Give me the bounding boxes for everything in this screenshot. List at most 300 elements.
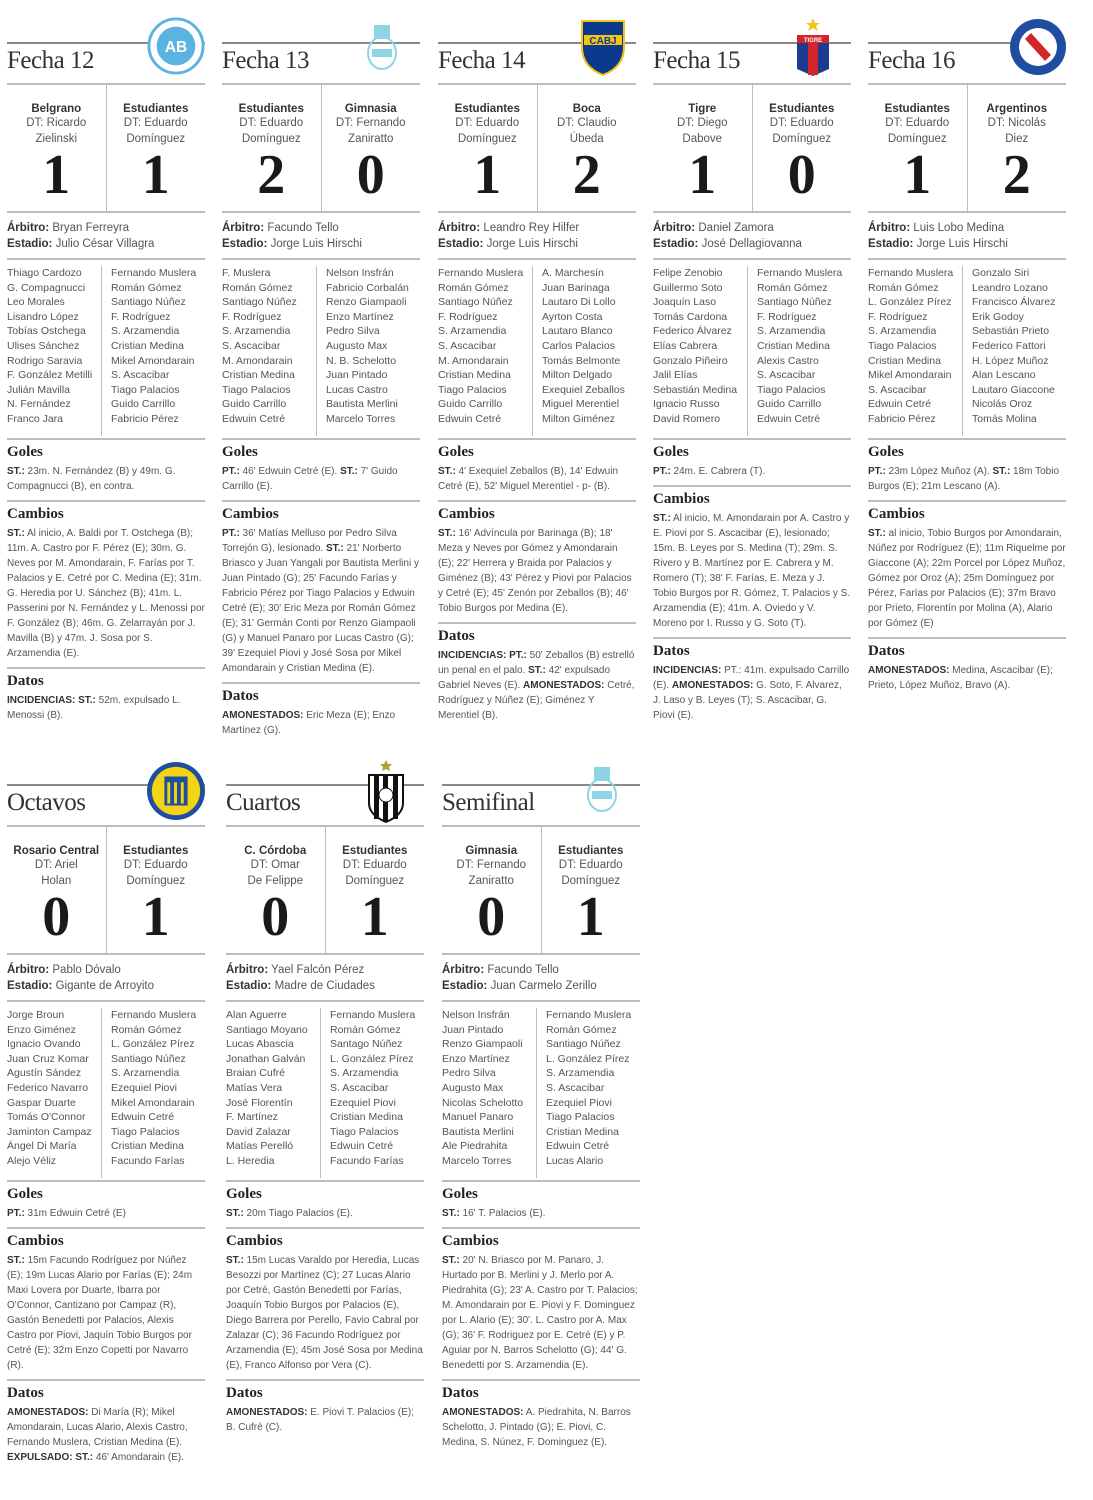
stadium bbox=[7, 978, 205, 994]
subs-section bbox=[442, 1229, 640, 1379]
tigre-crest-icon bbox=[793, 17, 851, 79]
home-team bbox=[7, 85, 106, 211]
team-score: 0 bbox=[787, 144, 816, 206]
player-name: F. Martínez bbox=[226, 1111, 278, 1124]
referee bbox=[222, 220, 420, 236]
referee-label: Árbitro: bbox=[7, 964, 50, 976]
goals-section bbox=[868, 440, 1066, 500]
subs-section bbox=[222, 502, 420, 682]
detail-text: PT.: 41m. expulsado Carrillo (E). bbox=[653, 665, 850, 691]
data-section bbox=[438, 624, 636, 729]
subs-text bbox=[226, 1253, 424, 1373]
subs-heading: Cambios bbox=[438, 506, 495, 522]
subs-text bbox=[222, 526, 420, 676]
period-label: ST.: bbox=[325, 543, 344, 554]
round-title: Fecha 13 bbox=[222, 47, 309, 74]
stadium-label: Estadio: bbox=[7, 980, 53, 992]
referee-name: Bryan Ferreyra bbox=[52, 222, 130, 234]
period-label: EXPULSADO: ST.: bbox=[7, 1452, 94, 1463]
player-name: Edwuin Cetré bbox=[757, 412, 821, 425]
player-name: Román Gómez bbox=[438, 281, 509, 294]
goals-heading: Goles bbox=[653, 444, 689, 460]
detail-text: 23m López Muñoz (A). bbox=[885, 466, 993, 477]
lineups bbox=[868, 260, 1066, 438]
data-text bbox=[438, 648, 636, 723]
player-name: Guido Carrillo bbox=[757, 398, 822, 411]
coach-line-2: Domínguez bbox=[457, 133, 517, 145]
referee-label: Árbitro: bbox=[7, 222, 50, 234]
data-section bbox=[7, 1381, 205, 1471]
coach-line-1: DT: Claudio bbox=[557, 117, 617, 129]
data-heading: Datos bbox=[438, 628, 475, 644]
scoreboard bbox=[226, 827, 424, 953]
stadium-name: Madre de Ciudades bbox=[274, 980, 375, 992]
detail-text: Di María (R); Mikel Amondarain, Lucas Alario, Alexis Castro, Fernando Muslera, Cristian Medina (E). bbox=[7, 1407, 188, 1448]
data-heading: Datos bbox=[868, 643, 905, 659]
coach-line-2: Domínguez bbox=[241, 133, 301, 145]
subs-heading: Cambios bbox=[868, 506, 925, 522]
subs-section bbox=[7, 1229, 205, 1379]
referee-label: Árbitro: bbox=[868, 222, 911, 234]
player-name: Lautaro Giaccone bbox=[972, 383, 1055, 396]
period-label: AMONESTADOS: bbox=[868, 665, 950, 676]
data-text bbox=[222, 708, 420, 738]
coach-line-1: DT: Eduardo bbox=[123, 117, 188, 129]
player-name: Gonzalo Siri bbox=[972, 267, 1030, 279]
player-name: F. Rodríguez bbox=[868, 310, 928, 323]
period-label: INCIDENCIAS: PT.: bbox=[438, 650, 527, 661]
period-label: PT.: bbox=[653, 466, 671, 477]
card-header bbox=[442, 763, 640, 825]
player-name: Milton Delgado bbox=[542, 369, 613, 382]
player-name: Fernando Muslera bbox=[438, 267, 524, 279]
away-team bbox=[541, 827, 641, 953]
player-name: Sebastián Prieto bbox=[972, 325, 1050, 338]
match-info bbox=[868, 213, 1066, 258]
detail-text: al inicio, Tobio Burgos por Amondarain, Núñez por Rodríguez (E); 11m Riquelme por Giaccone (A); 22m Porcel por López Muñoz, Gómez por Oroz (A); 25m Domínguez por Pérez, Farías por Palacios (E); 37m Bravo por Prieto, Florentín por Molina (A), Alario por Gómez (E) bbox=[868, 528, 1066, 629]
player-name: Marcelo Torres bbox=[326, 412, 396, 425]
referee-name: Facundo Tello bbox=[487, 964, 559, 976]
subs-heading: Cambios bbox=[7, 506, 64, 522]
home-team bbox=[438, 85, 537, 211]
player-name: Tiago Palacios bbox=[330, 1125, 399, 1138]
match-card-3 bbox=[438, 21, 636, 729]
player-name: Juan Pintado bbox=[442, 1023, 504, 1036]
team-score: 1 bbox=[688, 144, 717, 206]
player-name: Milton Giménez bbox=[542, 412, 615, 425]
player-name: Fernando Muslera bbox=[330, 1009, 416, 1021]
detail-text: 4' Exequiel Zeballos (B), 14' Edwuin Cetré (E), 52' Miguel Merentiel - p- (B). bbox=[438, 466, 619, 492]
player-name: Cristian Medina bbox=[111, 1140, 184, 1153]
stadium bbox=[222, 236, 420, 252]
player-name: M. Amondarain bbox=[438, 354, 509, 367]
home-lineup bbox=[7, 1008, 101, 1178]
coach-line-2: Domínguez bbox=[126, 133, 186, 145]
lineups bbox=[226, 1002, 424, 1180]
player-name: Román Gómez bbox=[757, 281, 828, 294]
coach-line-1: DT: Omar bbox=[250, 859, 300, 871]
player-name: S. Arzamendia bbox=[111, 325, 180, 338]
player-name: F. González Metilli bbox=[7, 369, 93, 382]
stadium-label: Estadio: bbox=[7, 238, 53, 250]
match-info bbox=[222, 213, 420, 258]
player-name: Franco Jara bbox=[7, 412, 64, 425]
stadium bbox=[438, 236, 636, 252]
goals-text bbox=[653, 464, 851, 479]
away-lineup bbox=[532, 266, 636, 436]
subs-section bbox=[226, 1229, 424, 1379]
lineups bbox=[7, 1002, 205, 1180]
team-name: Estudiantes bbox=[558, 845, 624, 857]
player-name: F. Rodríguez bbox=[222, 310, 282, 323]
subs-section bbox=[7, 502, 205, 667]
team-name: Boca bbox=[572, 103, 601, 115]
referee-name: Leandro Rey Hilfer bbox=[483, 222, 580, 234]
stadium-name: Juan Carmelo Zerillo bbox=[490, 980, 597, 992]
player-name: N. B. Schelotto bbox=[326, 354, 397, 367]
player-name: M. Amondarain bbox=[222, 354, 293, 367]
player-name: Ezequiel Piovi bbox=[546, 1096, 612, 1109]
team-name: Tigre bbox=[688, 103, 717, 115]
player-name: Matías Vera bbox=[226, 1081, 283, 1094]
player-name: S. Ascacibar bbox=[438, 339, 497, 352]
player-name: Santiago Núñez bbox=[438, 296, 513, 309]
period-label: INCIDENCIAS: bbox=[653, 665, 722, 676]
player-name: S. Ascacibar bbox=[222, 339, 281, 352]
referee-label: Árbitro: bbox=[226, 964, 269, 976]
away-team bbox=[106, 827, 206, 953]
detail-text: 46' Amondarain (E). bbox=[93, 1452, 184, 1463]
scoreboard bbox=[442, 827, 640, 953]
period-label: AMONESTADOS: bbox=[523, 680, 605, 691]
player-name: Guido Carrillo bbox=[222, 398, 287, 411]
home-lineup bbox=[442, 1008, 536, 1178]
goals-heading: Goles bbox=[222, 444, 258, 460]
detail-text: Medina, Ascacibar (E); Prieto, López Muñoz, Bravo (A). bbox=[868, 665, 1053, 691]
away-lineup bbox=[101, 1008, 205, 1178]
player-name: Tiago Palacios bbox=[546, 1111, 615, 1124]
player-name: Román Gómez bbox=[868, 281, 939, 294]
player-name: Nelson Insfrán bbox=[326, 267, 394, 279]
goals-section bbox=[226, 1182, 424, 1227]
away-team bbox=[325, 827, 425, 953]
period-label: ST.: bbox=[340, 466, 358, 477]
team-score: 1 bbox=[473, 144, 502, 206]
player-name: Mikel Amondarain bbox=[868, 369, 952, 382]
player-name: Tiago Palacios bbox=[438, 383, 507, 396]
team-name: Rosario Central bbox=[13, 845, 100, 857]
period-label: ST.: bbox=[7, 1255, 25, 1266]
team-name: Estudiantes bbox=[238, 103, 304, 115]
period-label: ST.: bbox=[868, 528, 886, 539]
player-name: Federico Navarro bbox=[7, 1081, 89, 1094]
player-name: Tomás Molina bbox=[972, 412, 1037, 425]
goals-section bbox=[222, 440, 420, 500]
referee-label: Árbitro: bbox=[653, 222, 696, 234]
player-name: Jalil Elías bbox=[653, 369, 698, 382]
card-header bbox=[438, 21, 636, 83]
team-score: 1 bbox=[360, 886, 389, 948]
player-name: Jaminton Campaz bbox=[7, 1125, 92, 1138]
coach-line-1: DT: Eduardo bbox=[558, 859, 623, 871]
player-name: Tiago Palacios bbox=[757, 383, 826, 396]
goals-heading: Goles bbox=[7, 444, 43, 460]
match-info bbox=[442, 955, 640, 1000]
team-score: 1 bbox=[141, 144, 170, 206]
player-name: Fernando Muslera bbox=[757, 267, 843, 279]
referee bbox=[438, 220, 636, 236]
player-name: L. González Pírez bbox=[868, 296, 952, 309]
data-section bbox=[7, 669, 205, 729]
player-name: Alejo Véliz bbox=[7, 1154, 57, 1167]
player-name: Tomás Cardona bbox=[653, 310, 728, 323]
goals-heading: Goles bbox=[868, 444, 904, 460]
period-label: ST.: bbox=[226, 1208, 244, 1219]
subs-text bbox=[7, 1253, 205, 1373]
coach-line-2: Zaniratto bbox=[468, 875, 514, 887]
coach-line-1: DT: Diego bbox=[677, 117, 728, 129]
coach-line-1: DT: Eduardo bbox=[769, 117, 834, 129]
referee-name: Yael Falcón Pérez bbox=[271, 964, 365, 976]
away-team bbox=[752, 85, 852, 211]
player-name: Fernando Muslera bbox=[546, 1009, 632, 1021]
player-name: Miguel Merentiel bbox=[542, 398, 620, 411]
stadium-name: Jorge Luis Hirschi bbox=[916, 238, 1008, 250]
player-name: Federico Álvarez bbox=[653, 325, 732, 338]
detail-text: 18m Tobio Burgos (E); 21m Lescano (A). bbox=[868, 466, 1060, 492]
player-name: Tiago Palacios bbox=[222, 383, 291, 396]
home-lineup bbox=[222, 266, 316, 436]
match-info bbox=[7, 955, 205, 1000]
detail-text: 7' Guido Carrillo (E). bbox=[222, 466, 398, 492]
team-score: 2 bbox=[1002, 144, 1031, 206]
scoreboard bbox=[653, 85, 851, 211]
home-team bbox=[868, 85, 967, 211]
subs-section bbox=[438, 502, 636, 622]
player-name: Facundo Farías bbox=[330, 1154, 404, 1167]
player-name: S. Arzamendia bbox=[111, 1067, 180, 1080]
referee bbox=[442, 962, 640, 978]
period-label: ST.: bbox=[442, 1255, 460, 1266]
player-name: Fabricio Pérez bbox=[868, 412, 936, 425]
player-name: Enzo Giménez bbox=[7, 1023, 76, 1036]
player-name: Juan Barinaga bbox=[542, 281, 610, 294]
svg-text:AB: AB bbox=[164, 38, 188, 56]
goals-heading: Goles bbox=[226, 1186, 262, 1202]
coach-line-1: DT: Ariel bbox=[34, 859, 78, 871]
player-name: Tiago Palacios bbox=[868, 339, 937, 352]
home-team bbox=[7, 827, 106, 953]
player-name: Santiago Núñez bbox=[111, 296, 186, 309]
player-name: Francisco Álvarez bbox=[972, 296, 1056, 309]
card-header bbox=[7, 763, 205, 825]
period-label: PT.: bbox=[222, 466, 240, 477]
referee bbox=[226, 962, 424, 978]
coach-line-2: De Felippe bbox=[247, 875, 304, 887]
team-score: 1 bbox=[141, 886, 170, 948]
player-name: Manuel Panaro bbox=[442, 1111, 514, 1124]
round-title: Fecha 16 bbox=[868, 47, 955, 74]
stadium-label: Estadio: bbox=[442, 980, 488, 992]
player-name: Enzo Martínez bbox=[326, 310, 394, 323]
player-name: Santiago Núñez bbox=[757, 296, 832, 309]
player-name: Ezequiel Piovi bbox=[330, 1096, 396, 1109]
home-lineup bbox=[653, 266, 747, 436]
player-name: N. Fernández bbox=[7, 398, 71, 411]
away-team bbox=[106, 85, 206, 211]
goals-section bbox=[7, 1182, 205, 1227]
player-name: Román Gómez bbox=[222, 281, 293, 294]
coach-line-2: Holan bbox=[41, 875, 72, 887]
player-name: Edwuin Cetré bbox=[330, 1140, 394, 1153]
player-name: Román Gómez bbox=[546, 1023, 617, 1036]
team-name: Estudiantes bbox=[123, 103, 189, 115]
referee-label: Árbitro: bbox=[222, 222, 265, 234]
coach-line-1: DT: Fernando bbox=[335, 117, 406, 129]
player-name: Cristian Medina bbox=[868, 354, 941, 367]
data-section bbox=[222, 684, 420, 744]
stadium-label: Estadio: bbox=[226, 980, 272, 992]
player-name: Tiago Palacios bbox=[111, 1125, 180, 1138]
player-name: Federico Fattori bbox=[972, 339, 1046, 352]
player-name: Edwuin Cetré bbox=[868, 398, 932, 411]
period-label: ST.: bbox=[442, 1208, 460, 1219]
player-name: Edwuin Cetré bbox=[111, 1111, 175, 1124]
subs-text bbox=[438, 526, 636, 616]
player-name: Santiago Núñez bbox=[546, 1038, 621, 1051]
coach-line-2: Domínguez bbox=[126, 875, 186, 887]
detail-text: 50' Zeballos (B) estrelló un penal en el palo. bbox=[438, 650, 635, 676]
player-name: Ezequiel Piovi bbox=[111, 1081, 177, 1094]
player-name: Leo Morales bbox=[7, 296, 65, 309]
player-name: Tiago Palacios bbox=[111, 383, 180, 396]
player-name: Tobías Ostchega bbox=[7, 325, 86, 338]
away-team bbox=[321, 85, 421, 211]
player-name: Edwuin Cetré bbox=[546, 1140, 610, 1153]
player-name: Lucas Abascia bbox=[226, 1038, 294, 1051]
player-name: David Romero bbox=[653, 412, 721, 425]
player-name: Cristian Medina bbox=[546, 1125, 619, 1138]
player-name: Jonathan Galván bbox=[226, 1052, 306, 1065]
period-label: ST.: bbox=[7, 466, 25, 477]
period-label: ST.: bbox=[653, 513, 671, 524]
central-cordoba-crest-icon bbox=[366, 759, 424, 821]
data-text bbox=[7, 1405, 205, 1465]
team-name: Estudiantes bbox=[454, 103, 520, 115]
subs-heading: Cambios bbox=[653, 491, 710, 507]
stadium bbox=[226, 978, 424, 994]
player-name: Matías Perelló bbox=[226, 1140, 294, 1153]
data-text bbox=[653, 663, 851, 723]
referee-name: Daniel Zamora bbox=[698, 222, 774, 234]
home-team bbox=[442, 827, 541, 953]
player-name: Edwuin Cetré bbox=[438, 412, 502, 425]
player-name: Enzo Martínez bbox=[442, 1052, 510, 1065]
coach-line-1: DT: Eduardo bbox=[239, 117, 304, 129]
goals-text bbox=[438, 464, 636, 494]
subs-heading: Cambios bbox=[226, 1233, 283, 1249]
referee bbox=[868, 220, 1066, 236]
detail-text: 20m Tiago Palacios (E). bbox=[243, 1208, 353, 1219]
goals-heading: Goles bbox=[442, 1186, 478, 1202]
player-name: Santiago Moyano bbox=[226, 1023, 308, 1036]
player-name: Fernando Muslera bbox=[111, 1009, 197, 1021]
data-section bbox=[226, 1381, 424, 1441]
lineups bbox=[442, 1002, 640, 1180]
detail-text: 52m. expulsado L. Menossi (B). bbox=[7, 695, 181, 721]
player-name: Tomás O'Connor bbox=[7, 1111, 86, 1124]
away-lineup bbox=[101, 266, 205, 436]
team-score: 0 bbox=[356, 144, 385, 206]
team-name: Estudiantes bbox=[123, 845, 189, 857]
svg-text:CABJ: CABJ bbox=[589, 36, 617, 47]
referee bbox=[7, 220, 205, 236]
team-score: 2 bbox=[572, 144, 601, 206]
data-heading: Datos bbox=[653, 643, 690, 659]
player-name: S. Arzamendia bbox=[222, 325, 291, 338]
detail-text: 21' Norberto Briasco y Juan Yangali por Bautista Merlini y Juan Pintado (G); 25' Facundo Farías y Fabricio Pérez por Tiago Palacios y Edwuin Cetré (E); 30' Eric Meza por Román Gómez (E); 31' Germán Conti por Renzo Giampaoli (G) y Manuel Panaro por Lucas Castro (G); 39' Ezequiel Piovi y José Sosa por Mikel Amondarain y Cristian Medina (E). bbox=[222, 543, 419, 674]
player-name: Tomás Belmonte bbox=[542, 354, 621, 367]
detail-text: 20' N. Briasco por M. Panaro, J. Hurtado por B. Merlini y J. Merlo por A. Piedrahita (G); 23' A. Castro por T. Palacios; M. Amondarain por E. Piovi y F. Dominguez por L. Alario (E); 30'. L. Castro por A. Max (G); 36' F. Rodriguez por E. Cetré (E) y P. Aguiar por N. Barros Schelotto (G); 44' G. Benedetti por S. Arzamendia (E). bbox=[442, 1255, 638, 1371]
player-name: S. Ascacibar bbox=[546, 1081, 605, 1094]
stadium-name: Julio César Villagra bbox=[55, 238, 155, 250]
player-name: Thiago Cardozo bbox=[7, 267, 82, 279]
detail-text: 16' T. Palacios (E). bbox=[459, 1208, 546, 1219]
belgrano-crest-icon bbox=[147, 17, 205, 79]
round-title: Fecha 14 bbox=[438, 47, 525, 74]
team-name: Estudiantes bbox=[769, 103, 835, 115]
round-title: Cuartos bbox=[226, 789, 301, 816]
subs-heading: Cambios bbox=[442, 1233, 499, 1249]
stadium-label: Estadio: bbox=[222, 238, 268, 250]
team-name: Gimnasia bbox=[465, 845, 518, 857]
player-name: Marcelo Torres bbox=[442, 1154, 512, 1167]
argentinos-crest-icon bbox=[1008, 17, 1066, 79]
coach-line-1: DT: Eduardo bbox=[455, 117, 520, 129]
detail-text: Al inicio, M. Amondarain por A. Castro y E. Piovi por S. Ascacibar (E), lesionado; 15m. B. Leyes por S. Medina (T); 29m. S. Rivero y B. Martínez por E. Cabrera y M. Romero (T); 38' F. Farías, E. Meza y J. Tobio Burgos por R. Gómez, T. Palacios y S. Arzamendia (E); 41m. A. Oviedo y V. Moreno por I. Russo y G. Soto (T). bbox=[653, 513, 851, 629]
match-info bbox=[7, 213, 205, 258]
period-label: AMONESTADOS: bbox=[226, 1407, 308, 1418]
scoreboard bbox=[438, 85, 636, 211]
goals-heading: Goles bbox=[7, 1186, 43, 1202]
detail-text: 24m. E. Cabrera (T). bbox=[670, 466, 766, 477]
lineups bbox=[7, 260, 205, 438]
away-lineup bbox=[747, 266, 851, 436]
match-card-5 bbox=[868, 21, 1066, 699]
home-lineup bbox=[7, 266, 101, 436]
coach-line-1: DT: Ricardo bbox=[26, 117, 87, 129]
data-heading: Datos bbox=[442, 1385, 479, 1401]
home-lineup bbox=[438, 266, 532, 436]
stadium-label: Estadio: bbox=[868, 238, 914, 250]
player-name: Alan Lescano bbox=[972, 369, 1036, 382]
match-card-6 bbox=[7, 763, 205, 1471]
player-name: S. Ascacibar bbox=[330, 1081, 389, 1094]
player-name: Bautista Merlini bbox=[326, 398, 398, 411]
player-name: Cristian Medina bbox=[330, 1111, 403, 1124]
player-name: David Zalazar bbox=[226, 1125, 291, 1138]
period-label: PT.: bbox=[868, 466, 886, 477]
coach-line-1: DT: Eduardo bbox=[342, 859, 407, 871]
detail-text: 15m Facundo Rodríguez por Núñez (E); 19m Lucas Alario por Farías (E); 24m Maxi Lovera por Duarte, Ibarra por O'Connor, Cantizano por Campaz (R), Gastón Benedetti por Palacios, Alexis Castro por Piovi, Jaquín Tobio Burgos por Cetré (E); 32m Enzo Copetti por Navarro (R). bbox=[7, 1255, 193, 1371]
detail-text: 23m. N. Fernández (B) y 49m. G. Compagnucci (B), en contra. bbox=[7, 466, 176, 492]
player-name: Augusto Max bbox=[326, 339, 388, 352]
lineups bbox=[653, 260, 851, 438]
subs-heading: Cambios bbox=[7, 1233, 64, 1249]
player-name: Nelson Insfrán bbox=[442, 1009, 510, 1021]
home-team bbox=[226, 827, 325, 953]
team-name: C. Córdoba bbox=[244, 845, 307, 857]
